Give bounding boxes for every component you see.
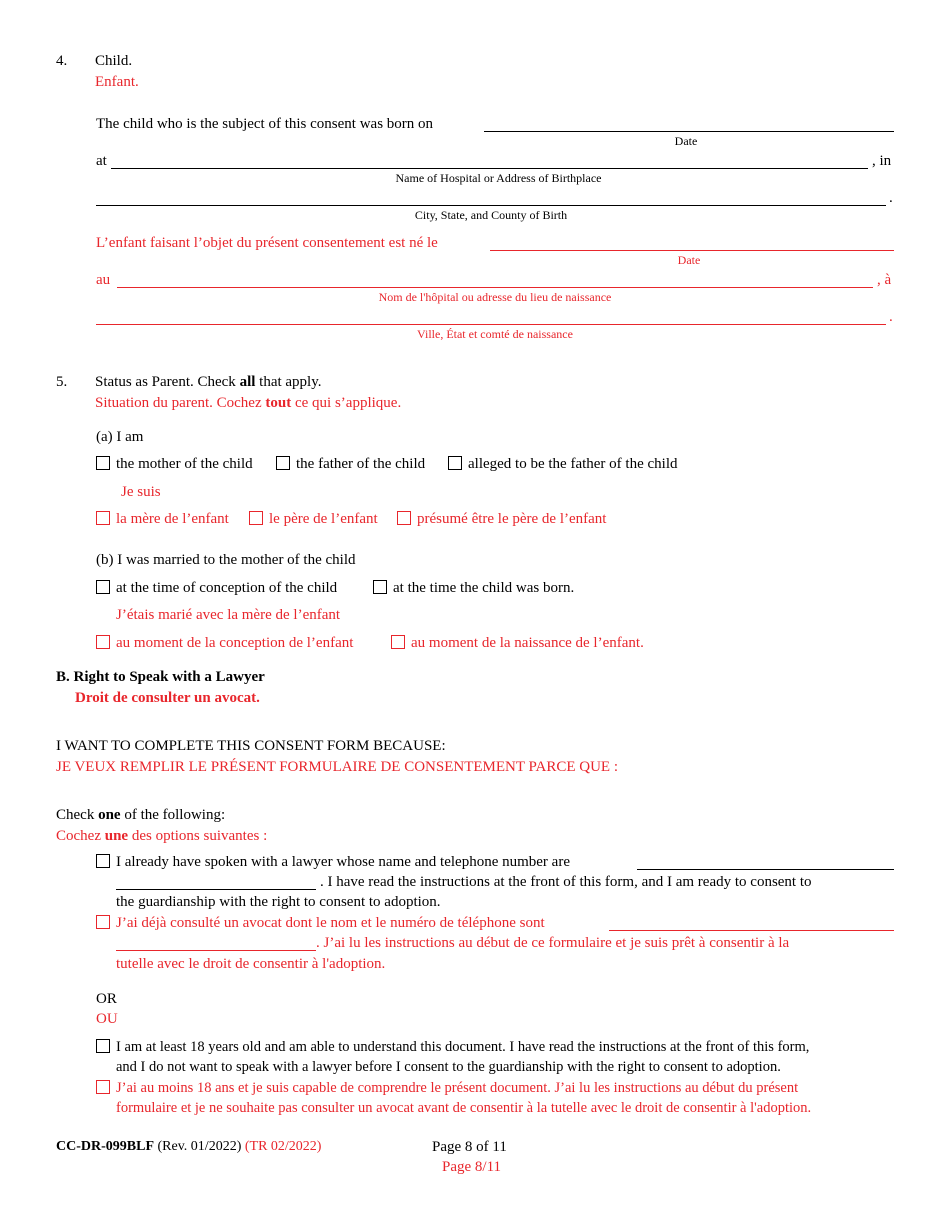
birth-time-option-fr: au moment de la naissance de l’enfant. [411,635,644,651]
footer-page-fr: Page 8/11 [442,1159,502,1175]
lawyer-spoken-line2-en: . I have read the instructions at the front of this form, and I am ready to consent to [320,874,812,890]
birth-date-caption-fr: Date [677,253,701,267]
birth-date-caption-en: Date [674,134,698,148]
section-5-title-en: Status as Parent. Check all that apply. [95,374,322,390]
section-b-title-en: B. Right to Speak with a Lawyer [56,669,265,685]
lawyer-spoken-line1-fr: J’ai déjà consulté un avocat dont le nom et le numéro de téléphone sont [116,915,545,931]
birth-time-checkbox-fr[interactable] [391,635,405,649]
birth-date-label-en: The child who is the subject of this consent was born on [96,116,434,132]
no-lawyer-line1-en: I am at least 18 years old and am able to understand this document. I have read the instructions at the front of this form, [116,1039,810,1055]
want-statement-fr: JE VEUX REMPLIR LE PRÉSENT FORMULAIRE DE CONSENTEMENT PARCE QUE : [56,759,618,775]
want-statement-en: I WANT TO COMPLETE THIS CONSENT FORM BECAUSE: [56,738,446,754]
city-field-fr[interactable] [96,324,886,325]
father-option-en: the father of the child [296,456,426,472]
no-lawyer-checkbox-fr[interactable] [96,1080,110,1094]
lawyer-spoken-line2-fr: . J’ai lu les instructions au début de ce formulaire et je suis prêt à consentir à la [316,935,790,951]
footer-page-en: Page 8 of 11 [432,1139,507,1155]
mother-option-en: the mother of the child [116,456,253,472]
no-lawyer-checkbox-en[interactable] [96,1039,110,1053]
lawyer-phone-field-en[interactable] [116,889,316,890]
part-b-label-fr: J’étais marié avec la mère de l’enfant [116,607,341,623]
lawyer-name-field-fr[interactable] [609,930,894,931]
section-4-number: 4. [56,53,68,69]
alleged-father-checkbox-en[interactable] [448,456,462,470]
lawyer-spoken-line3-fr: tutelle avec le droit de consentir à l'adoption. [116,956,386,972]
conception-option-fr: au moment de la conception de l’enfant [116,635,354,651]
section-b-title-fr: Droit de consulter un avocat. [75,690,260,706]
birth-date-field-en[interactable] [484,131,894,132]
birthplace-in-label-fr: , à [877,272,892,288]
no-lawyer-line1-fr: J’ai au moins 18 ans et je suis capable de comprendre le présent document. J’ai lu les instructions au début du présent [116,1080,799,1096]
birth-date-field-fr[interactable] [490,250,894,251]
section-4-title-fr: Enfant. [95,74,139,90]
birthplace-at-label-fr: au [96,272,111,288]
lawyer-phone-field-fr[interactable] [116,950,316,951]
birthplace-at-label-en: at [96,153,107,169]
mother-checkbox-en[interactable] [96,456,110,470]
section-5-number: 5. [56,374,68,390]
or-fr: OU [96,1011,118,1027]
conception-checkbox-en[interactable] [96,580,110,594]
mother-checkbox-fr[interactable] [96,511,110,525]
conception-option-en: at the time of conception of the child [116,580,338,596]
hospital-field-en[interactable] [111,168,868,169]
no-lawyer-line2-en: and I do not want to speak with a lawyer before I consent to the guardianship with the right to consent to adoption. [116,1059,781,1075]
hospital-caption-en: Name of Hospital or Address of Birthplace [395,171,602,185]
or-en: OR [96,991,117,1007]
father-option-fr: le père de l’enfant [269,511,378,527]
city-caption-en: City, State, and County of Birth [414,208,568,222]
city-caption-fr: Ville, État et comté de naissance [417,327,573,341]
lawyer-spoken-line1-en: I already have spoken with a lawyer whose name and telephone number are [116,854,570,870]
lawyer-name-field-en[interactable] [637,869,894,870]
conception-checkbox-fr[interactable] [96,635,110,649]
footer-form-id: CC-DR-099BLF (Rev. 01/2022) (TR 02/2022) [56,1139,322,1154]
hospital-field-fr[interactable] [117,287,873,288]
alleged-father-option-en: alleged to be the father of the child [468,456,678,472]
father-checkbox-fr[interactable] [249,511,263,525]
city-field-en[interactable] [96,205,886,206]
alleged-father-checkbox-fr[interactable] [397,511,411,525]
birthplace-in-label-en: , in [872,153,892,169]
part-a-label-fr: Je suis [121,484,161,500]
city-period-fr: . [889,309,893,325]
part-b-label-en: (b) I was married to the mother of the child [96,552,356,568]
check-one-en: Check one of the following: [56,807,226,823]
section-5-title-fr: Situation du parent. Cochez tout ce qui s’applique. [95,395,402,411]
lawyer-spoken-line3-en: the guardianship with the right to consent to adoption. [116,894,441,910]
hospital-caption-fr: Nom de l'hôpital ou adresse du lieu de naissance [378,290,612,304]
part-a-label-en: (a) I am [96,429,144,445]
city-period-en: . [889,190,893,206]
check-one-fr: Cochez une des options suivantes : [56,828,268,844]
birth-time-checkbox-en[interactable] [373,580,387,594]
birth-date-label-fr: L’enfant faisant l’objet du présent consentement est né le [96,235,438,251]
birth-time-option-en: at the time the child was born. [393,580,575,596]
section-4-title-en: Child. [95,53,133,69]
lawyer-spoken-checkbox-fr[interactable] [96,915,110,929]
alleged-father-option-fr: présumé être le père de l’enfant [417,511,607,527]
lawyer-spoken-checkbox-en[interactable] [96,854,110,868]
father-checkbox-en[interactable] [276,456,290,470]
mother-option-fr: la mère de l’enfant [116,511,229,527]
no-lawyer-line2-fr: formulaire et je ne souhaite pas consulter un avocat avant de consentir à la tutelle avec le droit de consentir à l'adoption. [116,1100,812,1116]
